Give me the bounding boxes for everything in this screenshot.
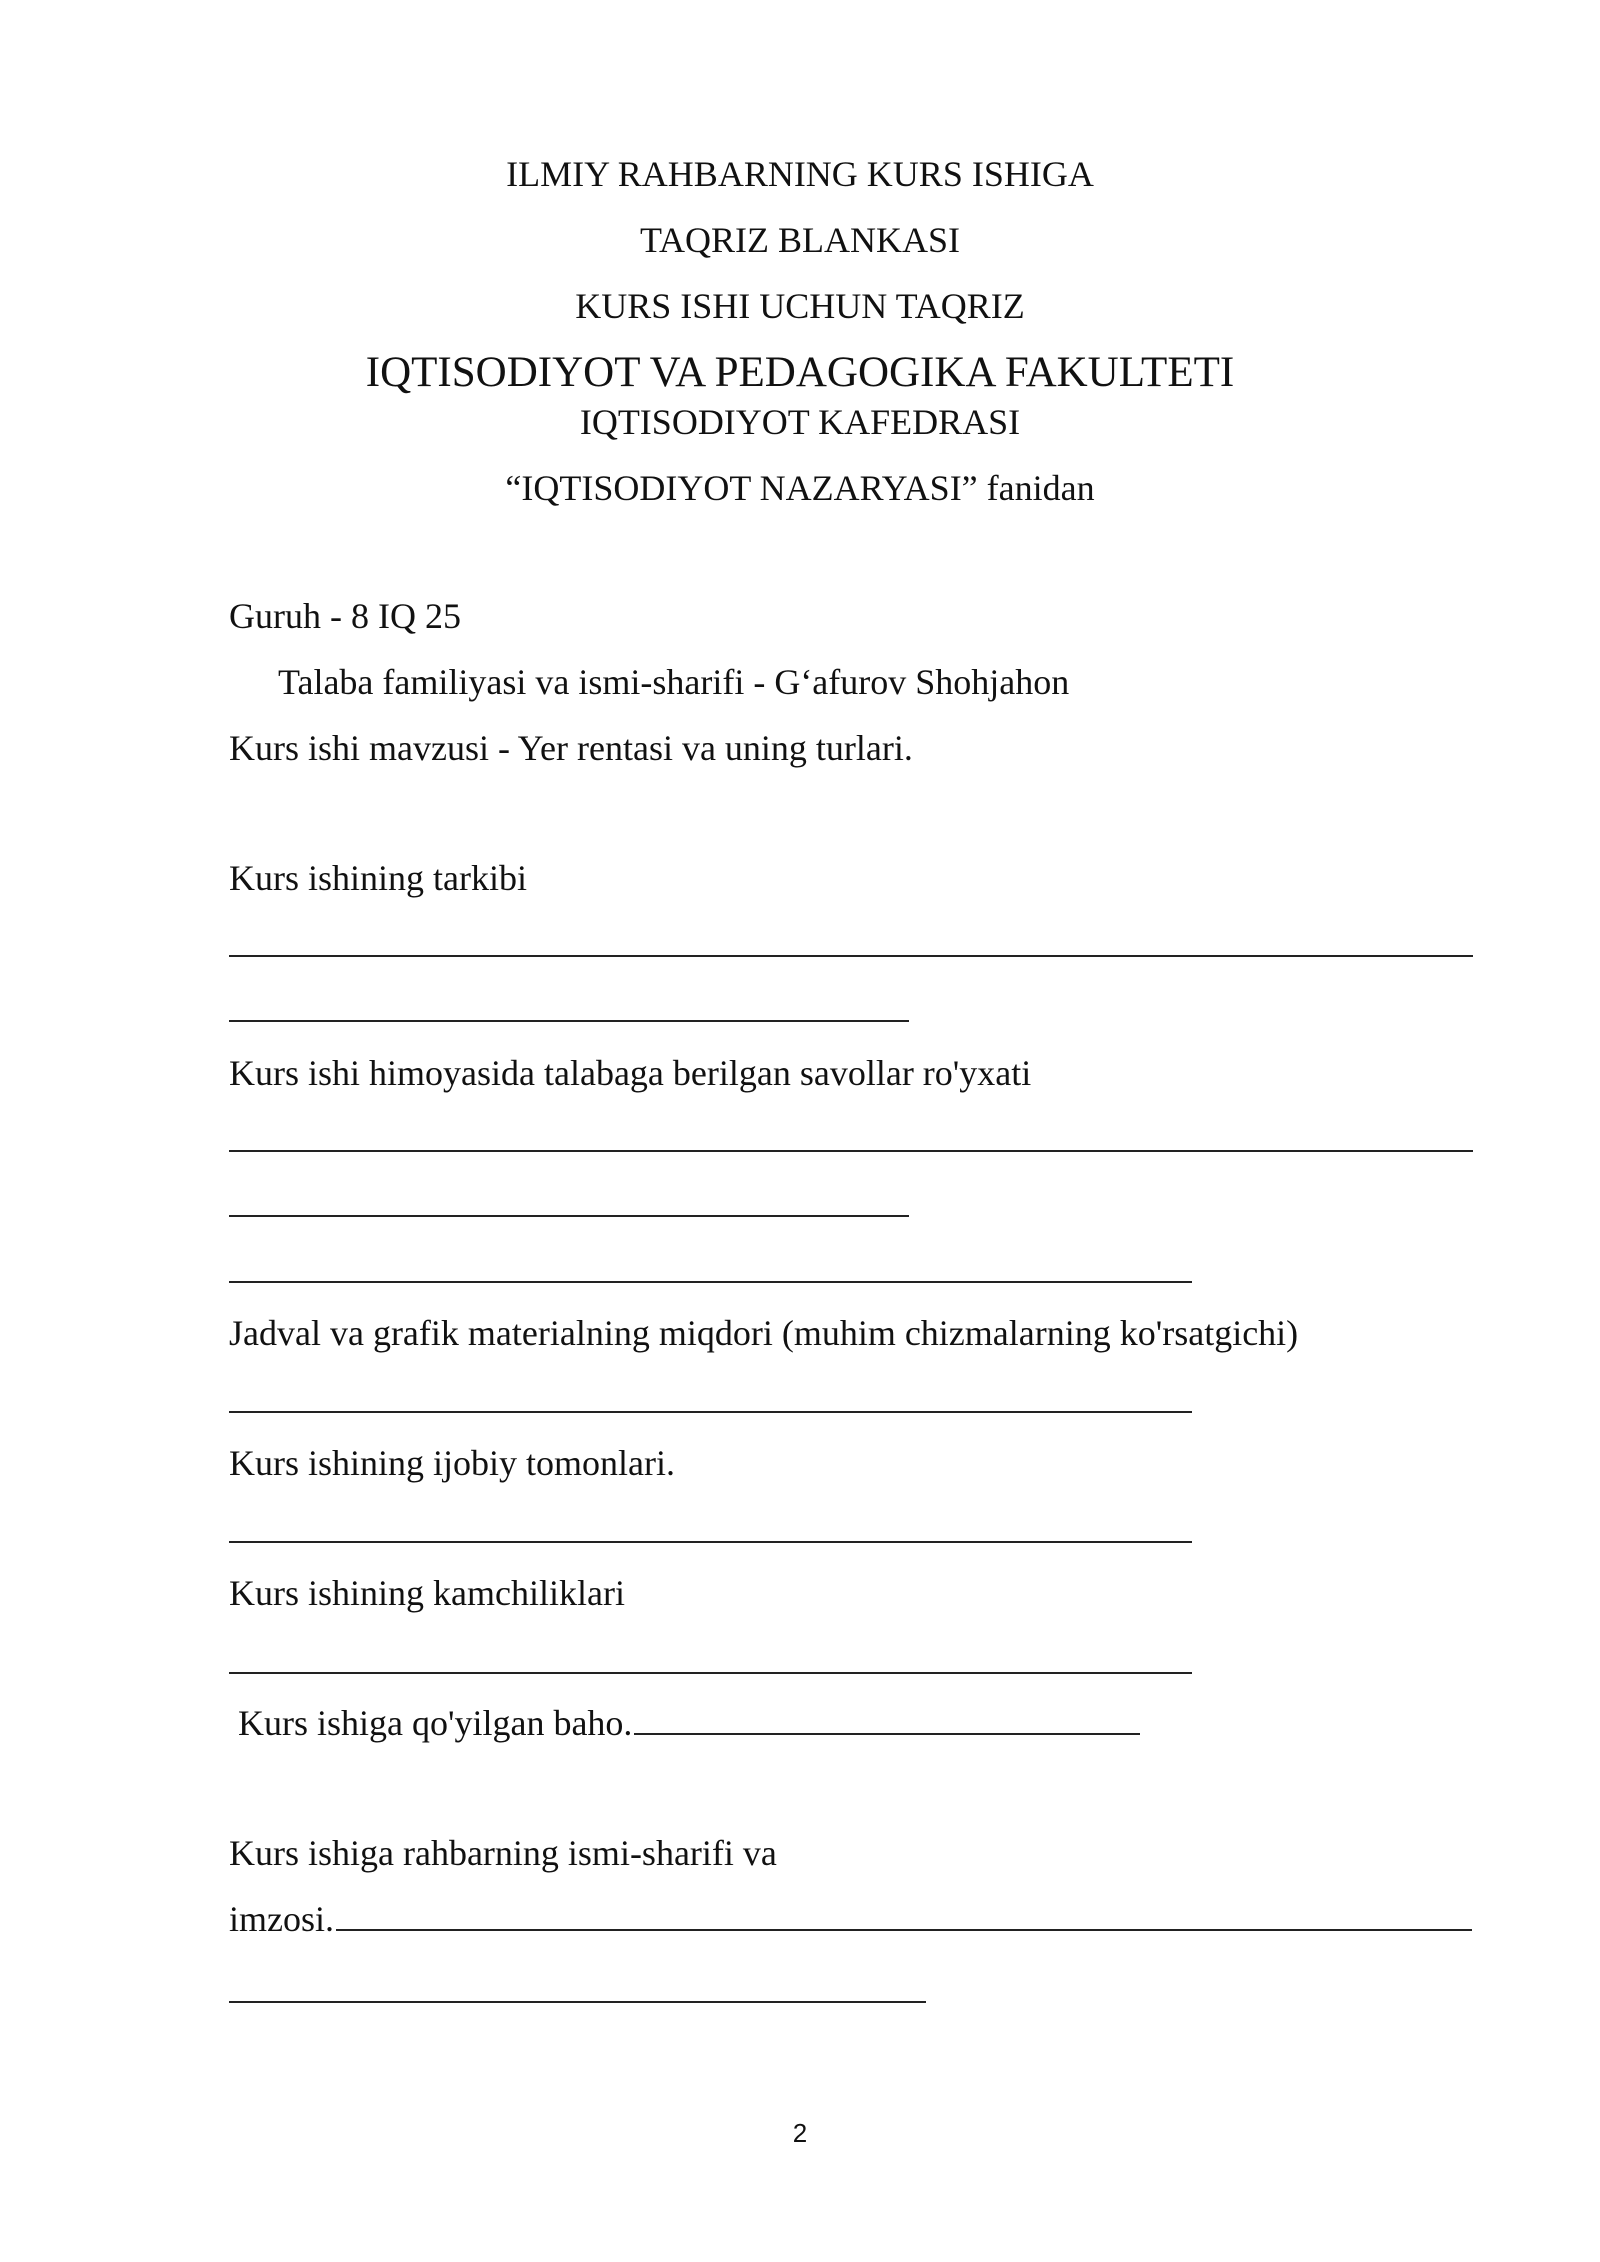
grade-line: [229, 1701, 1140, 1745]
questions-blank-3: [229, 1281, 1192, 1283]
department-name: IQTISODIYOT KAFEDRASI: [579, 402, 1021, 442]
signature-line: [229, 1897, 1472, 1941]
tables-label: Jadval va grafik materialning miqdori (muhim chizmalarning ko'rsatgichi): [229, 1313, 1299, 1353]
supervisor-label: Kurs ishiga rahbarning ismi-sharifi va: [229, 1833, 777, 1873]
page-number: 2: [792, 2118, 808, 2148]
header-title-line-2: TAQRIZ BLANKASI: [639, 220, 961, 260]
student-name-line: Talaba familiyasi va ismi-sharifi - G‘afurov Shohjahon: [278, 662, 1070, 702]
positive-blank: [229, 1541, 1192, 1543]
structure-blank-2: [229, 1020, 909, 1022]
grade-blank: [634, 1733, 1140, 1735]
questions-label: Kurs ishi himoyasida talabaga berilgan savollar ro'yxati: [229, 1053, 1032, 1093]
faculty-name: IQTISODIYOT VA PEDAGOGIKA FAKULTETI: [365, 349, 1235, 396]
questions-blank-1: [229, 1150, 1473, 1152]
shortcomings-label: Kurs ishining kamchiliklari: [229, 1573, 625, 1613]
group-line: Guruh - 8 IQ 25: [229, 596, 461, 636]
positive-label: Kurs ishining ijobiy tomonlari.: [229, 1443, 675, 1483]
signature-blank-2: [229, 2001, 926, 2003]
questions-blank-2: [229, 1215, 909, 1217]
subject-name: “IQTISODIYOT NAZARYASI” fanidan: [505, 468, 1095, 508]
header-title-line-1: ILMIY RAHBARNING KURS ISHIGA: [506, 154, 1094, 194]
shortcomings-blank: [229, 1672, 1192, 1674]
grade-label: Kurs ishiga qo'yilgan baho.: [229, 1703, 633, 1743]
header-title-line-3: KURS ISHI UCHUN TAQRIZ: [575, 286, 1025, 326]
structure-label: Kurs ishining tarkibi: [229, 858, 527, 898]
signature-blank: [336, 1929, 1472, 1931]
tables-blank: [229, 1411, 1192, 1413]
topic-line: Kurs ishi mavzusi - Yer rentasi va uning turlari.: [229, 728, 913, 768]
structure-blank-1: [229, 955, 1473, 957]
signature-label: imzosi.: [229, 1899, 334, 1939]
